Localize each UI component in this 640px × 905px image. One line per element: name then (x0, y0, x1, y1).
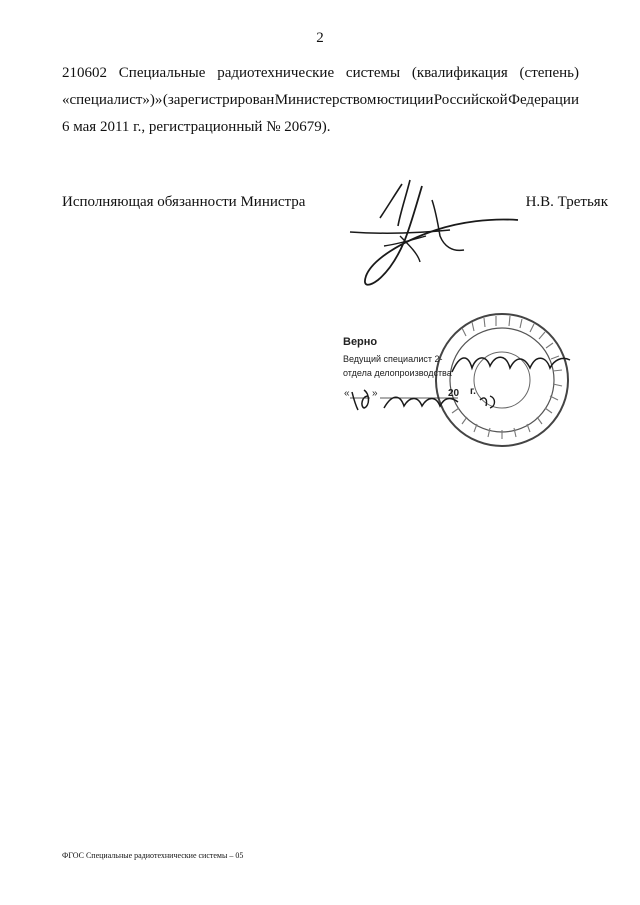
word: Федерации (508, 92, 579, 108)
word: радиотехнические (217, 65, 335, 81)
paragraph-line-3: 6 мая 2011 г., регистрационный № 20679). (62, 119, 331, 135)
word: Специальные (118, 65, 206, 81)
svg-text:20: 20 (448, 388, 460, 399)
handwritten-name (340, 310, 580, 450)
word: (зарегистрирован (162, 92, 275, 108)
word: Министерством (274, 92, 377, 108)
signer-role: Исполняющая обязанности Министра (62, 194, 306, 210)
body-paragraph (62, 60, 579, 141)
paragraph-line-2 (62, 87, 579, 114)
signer-name: Н.В. Третьяк (525, 194, 608, 210)
stamp-position: Ведущий специалист 2- (343, 354, 443, 364)
paragraph-line-1 (62, 60, 579, 87)
word: (степень) (519, 65, 579, 81)
word: (квалификация (411, 65, 508, 81)
stamp-department: отдела делопроизводства (343, 368, 452, 378)
stamp-title: Верно (343, 336, 378, 348)
page-number: 2 (316, 30, 324, 46)
svg-text:«: « (344, 388, 350, 399)
certification-stamp (340, 310, 580, 450)
word: системы (345, 65, 401, 81)
word: 210602 (62, 65, 107, 81)
svg-text:»: » (372, 388, 378, 399)
word: «специалист»)» (62, 92, 163, 108)
handwritten-signature (340, 176, 530, 296)
word: Российской (433, 92, 508, 108)
word: юстиции (376, 92, 434, 108)
stamp-date-suffix: г. (470, 386, 476, 397)
document-footer: ФГОС Специальные радиотехнические системы – 05 (62, 851, 244, 860)
